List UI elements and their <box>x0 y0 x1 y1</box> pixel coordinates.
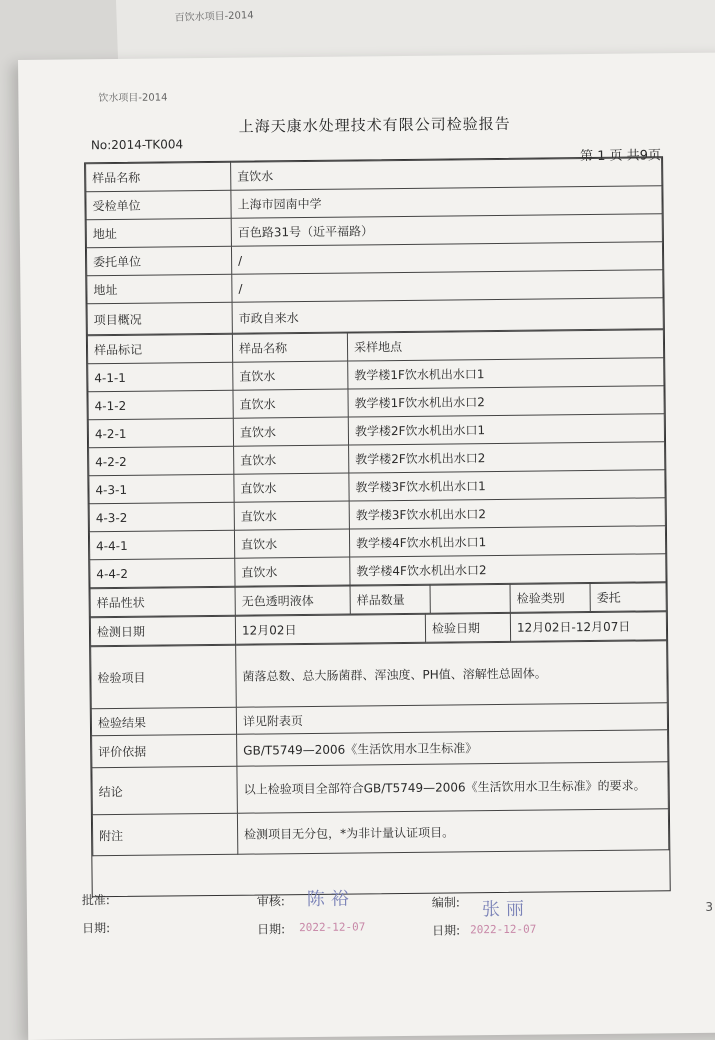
sample-state-label: 样品性状 <box>90 587 235 617</box>
compile-signature: 张丽 <box>481 898 531 921</box>
approve-date-label: 日期: <box>82 921 111 936</box>
sample-id: 4-1-1 <box>88 362 233 392</box>
info-value: / <box>231 242 662 275</box>
info-table <box>85 157 664 335</box>
info-value: 市政自来水 <box>232 298 663 334</box>
sample-id: 4-4-2 <box>90 558 235 588</box>
sample-location: 教学楼4F饮水机出水口1 <box>349 526 665 557</box>
sample-location: 教学楼4F饮水机出水口2 <box>350 554 666 585</box>
details-label: 评价依据 <box>92 734 237 768</box>
column-header: 采样地点 <box>347 330 663 361</box>
sample-quantity-value <box>430 584 510 613</box>
test-date-label: 检测日期 <box>90 616 235 646</box>
sample-location: 教学楼1F饮水机出水口1 <box>348 358 664 389</box>
inspection-type-label: 检验类别 <box>510 584 590 613</box>
review-signature: 陈裕 <box>306 888 355 911</box>
info-value: 百色路31号（近平福路） <box>231 214 662 247</box>
test-date-value: 12月02日 <box>235 614 425 644</box>
sample-location: 教学楼3F饮水机出水口2 <box>349 498 665 529</box>
details-value: 检测项目无分包，*为非计量认证项目。 <box>237 809 668 855</box>
sample-name: 直饮水 <box>235 557 350 586</box>
edge-page-digit: 3 <box>705 900 713 914</box>
info-label: 受检单位 <box>86 190 231 220</box>
info-label: 项目概况 <box>87 302 232 335</box>
review-label: 审核: <box>256 894 285 909</box>
compile-label: 编制: <box>431 895 460 910</box>
compile-date-label: 日期: <box>432 923 461 938</box>
details-row <box>92 762 668 815</box>
sample-id: 4-3-1 <box>89 474 234 504</box>
details-row <box>91 641 668 709</box>
underlying-page-header: 百饮水项目-2014 <box>174 10 254 24</box>
sample-name: 直饮水 <box>233 389 348 418</box>
sample-location: 教学楼1F饮水机出水口2 <box>348 386 664 417</box>
sample-location: 教学楼2F饮水机出水口1 <box>348 414 664 445</box>
review-date-stamp: 2022-12-07 <box>299 920 366 935</box>
sample-id: 4-4-1 <box>89 530 234 560</box>
approve-label: 批准: <box>81 893 110 908</box>
report-table <box>84 156 671 897</box>
review-date-label: 日期: <box>257 922 286 937</box>
column-header: 样品标记 <box>87 334 232 364</box>
sample-location: 教学楼2F饮水机出水口2 <box>349 442 665 473</box>
sample-id: 4-2-2 <box>89 446 234 476</box>
inspect-date-label: 检验日期 <box>425 613 510 642</box>
sample-name: 直饮水 <box>234 473 349 502</box>
details-value: GB/T5749—2006《生活饮用水卫生标准》 <box>237 730 668 767</box>
inspection-type-value: 委托 <box>590 583 666 612</box>
sample-name: 直饮水 <box>234 501 349 530</box>
report-number: No:2014-TK004 <box>90 137 184 153</box>
sample-name: 直饮水 <box>234 445 349 474</box>
info-value: 直饮水 <box>231 158 662 191</box>
details-label: 检验结果 <box>91 707 236 736</box>
sample-name: 直饮水 <box>234 529 349 558</box>
info-label: 样品名称 <box>86 162 231 192</box>
info-label: 地址 <box>87 274 232 304</box>
sample-name: 直饮水 <box>233 361 348 390</box>
samples-table <box>87 329 667 588</box>
inspect-date-value: 12月02日-12月07日 <box>510 612 666 642</box>
page-header-note: 饮水项目-2014 <box>98 92 168 105</box>
info-value: / <box>232 270 663 303</box>
report-page <box>18 53 715 1040</box>
info-label: 委托单位 <box>86 246 231 276</box>
details-value: 菌落总数、总大肠菌群、浑浊度、PH值、溶解性总固体。 <box>236 641 668 708</box>
compile-date-stamp: 2022-12-07 <box>470 922 537 937</box>
column-header: 样品名称 <box>232 333 347 362</box>
details-table <box>90 640 669 856</box>
info-label: 地址 <box>86 218 231 248</box>
sample-id: 4-3-2 <box>89 502 234 532</box>
sample-location: 教学楼3F饮水机出水口1 <box>349 470 665 501</box>
details-value: 详见附表页 <box>236 703 667 735</box>
sample-state-value: 无色透明液体 <box>235 586 350 615</box>
details-label: 结论 <box>92 766 237 815</box>
info-value: 上海市园南中学 <box>231 186 662 219</box>
page-info: 第 1 页 共9页 <box>580 148 662 165</box>
sample-id: 4-2-1 <box>88 418 233 448</box>
report-title: 上海天康水处理技术有限公司检验报告 <box>238 114 511 136</box>
details-label: 检验项目 <box>91 645 237 709</box>
details-label: 附注 <box>92 813 237 856</box>
sample-name: 直饮水 <box>233 417 348 446</box>
sample-id: 4-1-2 <box>88 390 233 420</box>
details-row <box>92 809 668 856</box>
details-value: 以上检验项目全部符合GB/T5749—2006《生活饮用水卫生标准》的要求。 <box>237 762 668 814</box>
sample-quantity-label: 样品数量 <box>350 585 430 614</box>
